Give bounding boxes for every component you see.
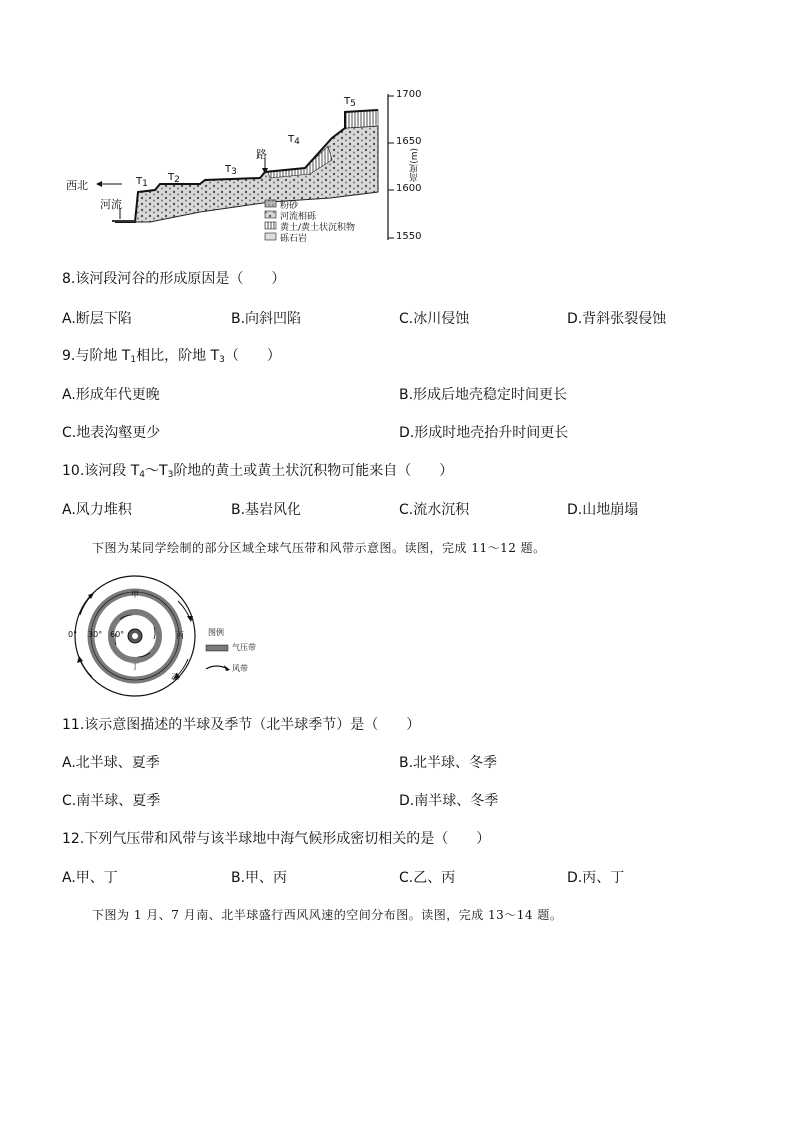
legend-label-conglomerate: 砾石岩: [280, 234, 308, 244]
q11-option-b[interactable]: B.北半球、冬季: [399, 755, 498, 771]
terrace-label-t1: $T_1$: [136, 176, 148, 189]
q12-option-b[interactable]: B.甲、丙: [231, 870, 288, 886]
question-8-stem: 8.该河段河谷的形成原因是（ ）: [62, 271, 286, 287]
terrace-label-t4: $T_4$: [288, 134, 300, 147]
terrace-label-t5: $T_5$: [344, 96, 356, 109]
q10-option-c[interactable]: C.流水沉积: [399, 502, 470, 518]
legend-swatch-river-gravel: [265, 211, 276, 218]
terrace-label-t2: $T_2$: [168, 172, 180, 185]
river-label: 河流: [100, 198, 122, 211]
q12-option-a[interactable]: A.甲、丁: [62, 870, 118, 886]
q12-option-c[interactable]: C.乙、丙: [399, 870, 456, 886]
q9-option-b[interactable]: B.形成后地壳稳定时间更长: [399, 387, 568, 403]
q8-option-a[interactable]: A.断层下陷: [62, 311, 132, 327]
q11-option-d[interactable]: D.南半球、冬季: [399, 793, 499, 809]
river-channel: [112, 220, 138, 222]
northwest-label: 西北: [66, 179, 88, 192]
q12-option-d[interactable]: D.丙、丁: [567, 870, 625, 886]
direction-arrowhead: [96, 181, 102, 187]
question-11-stem: 11.该示意图描述的半球及季节（北半球季节）是（ ）: [62, 717, 421, 733]
q10-option-b[interactable]: B.基岩风化: [231, 502, 302, 518]
belt-label-yi: 乙: [171, 672, 179, 681]
belt-label-jia: 甲: [131, 590, 139, 599]
question-12-stem: 12.下列气压带和风带与该半球地中海气候形成密切相关的是（ ）: [62, 831, 491, 847]
q11-option-c[interactable]: C.南半球、夏季: [62, 793, 161, 809]
axis-tick-1550: 1550: [396, 231, 422, 242]
q8-option-b[interactable]: B.向斜凹陷: [231, 311, 302, 327]
intro-13-14: 下图为 1 月、7 月南、北半球盛行西风风速的空间分布图。读图，完成 13～14 题。: [92, 908, 563, 922]
legend-label-wind-belt: 风带: [232, 664, 248, 673]
legend-swatch-loess: [265, 222, 276, 229]
axis-tick-1700: 1700: [396, 89, 422, 100]
axis-title: 高度(m): [410, 148, 420, 182]
q9-option-d[interactable]: D.形成时地壳抬升时间更长: [399, 425, 569, 441]
question-9-stem: 9.与阶地 $T_1$相比，阶地 $T_3$（ ）: [62, 348, 281, 365]
legend-swatch-pressure-belt: [206, 645, 228, 651]
legend-label-pressure-belt: 气压带: [232, 643, 256, 652]
q11-option-a[interactable]: A.北半球、夏季: [62, 755, 160, 771]
legend-title: 图例: [208, 628, 224, 637]
belt-label-ding: 丁: [131, 662, 139, 671]
question-10-stem: 10.该河段 $T_4\sim T_3$阶地的黄土或黄土状沉积物可能来自（ ）: [62, 463, 454, 480]
q9-option-c[interactable]: C.地表沟壑更少: [62, 425, 161, 441]
terrace-label-t3: $T_3$: [225, 164, 237, 177]
q8-option-c[interactable]: C.冰川侵蚀: [399, 311, 470, 327]
legend-swatch-silt: [265, 200, 276, 207]
conglomerate-body: [115, 126, 378, 222]
lat-label-0: 0°: [68, 630, 78, 639]
legend-label-loess: 黄土/黄土状沉积物: [280, 223, 356, 233]
road-label: 路: [256, 148, 267, 161]
legend-label-river-gravel: 河流相砾: [280, 212, 317, 222]
q10-option-a[interactable]: A.风力堆积: [62, 502, 132, 518]
lat-label-30: 30°: [88, 630, 103, 639]
q10-option-d[interactable]: D.山地崩塌: [567, 502, 639, 518]
q8-option-d[interactable]: D.背斜张裂侵蚀: [567, 311, 667, 327]
terrace-profile-svg: [60, 88, 420, 248]
pressure-belt-figure: [60, 575, 280, 700]
q9-option-a[interactable]: A.形成年代更晚: [62, 387, 160, 403]
lat-label-60: 60°: [110, 630, 125, 639]
axis-tick-1600: 1600: [396, 183, 422, 194]
intro-11-12: 下图为某同学绘制的部分区域全球气压带和风带示意图。读图，完成 11～12 题。: [92, 541, 546, 555]
legend-swatch-conglomerate: [265, 233, 276, 240]
axis-tick-1650: 1650: [396, 136, 422, 147]
legend-label-silt: 粉砂: [280, 201, 299, 211]
terrace-profile-figure: [60, 88, 420, 248]
belt-label-bing: 丙: [176, 631, 184, 640]
